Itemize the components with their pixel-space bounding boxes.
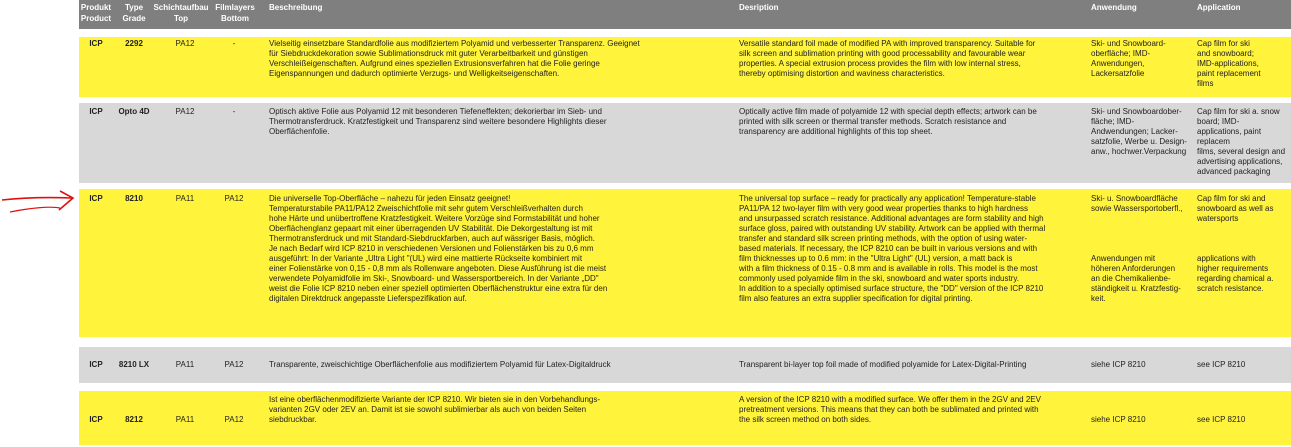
header-produkt: Produkt Product bbox=[80, 3, 112, 23]
cell-anwendung: Ski- und Snowboardober- fläche; IMD- Andwendungen; Lacker- satzfolie, Werbe u. Design- anw., hochwer.Verpackung bbox=[1091, 107, 1187, 156]
header-anwendung: Anwendung bbox=[1091, 3, 1137, 12]
cell-produkt: ICP bbox=[89, 415, 103, 424]
cell-bottom: PA12 bbox=[224, 360, 244, 369]
cell-beschreibung: Ist eine oberflächenmodifizierte Variante der ICP 8210. Wir bieten sie in den Vorbehandlungs- varianten 2GV oder 2EV an. Damit ist sie sowohl sublimierbar als auch von beiden Seiten siebdruckbar. bbox=[269, 395, 601, 424]
cell-produkt: ICP bbox=[89, 194, 103, 203]
product-table bbox=[79, 0, 1291, 445]
red-arrow-annotation bbox=[0, 186, 80, 216]
header-desription: Desription bbox=[739, 3, 779, 12]
cell-beschreibung: Optisch aktive Folie aus Polyamid 12 mit besonderen Tiefeneffekten; dekorierbar im Sieb- und Thermotransferdruck. Kratzfestigkeit und Transparenz sind weitere besondere Highlights dieser Oberflächenfolie. bbox=[269, 107, 607, 136]
table-row bbox=[79, 37, 1291, 97]
cell-produkt: ICP bbox=[89, 107, 103, 116]
cell-application: Cap film for ski a. snow board; IMD- applications, paint replacem films, several design and advertising applications, advanced packaging bbox=[1197, 107, 1286, 176]
cell-anwendung: Ski- u. Snowboardfläche sowie Wassersportoberfl., Anwendungen mit höheren Anforderungen an die Chemikalienbe- ständigkeit u. Kratzfestig- keit. bbox=[1091, 194, 1183, 303]
table-row bbox=[79, 189, 1291, 337]
cell-description: Optically active film made of polyamide 12 with special depth effects; artwork can be printed with silk screen or thermal transfer methods. Scratch resistance and transparency are additional highlights of this top sheet. bbox=[739, 107, 1037, 136]
header-type: Type Grade bbox=[122, 3, 146, 23]
cell-top: PA11 bbox=[175, 415, 195, 424]
cell-beschreibung: Die universelle Top-Oberfläche – nahezu für jeden Einsatz geeignet! Temperaturstabile PA11/PA12 Zweischichtfolie mit sehr gutem Verschleißverhalten durch hohe Härte und unübertroffene Kratzfestigkeit. Weitere Vorzüge sind Formstabilität und hoher Oberflächenglanz gepaart mit einer überragenden UV Stabilität. Die Dekorgestaltung ist mit Thermotransferdruck und mit Standard-Siebdruckfarben, auch auf wässriger Basis, möglich. Je nach Bedarf wird ICP 8210 in verschiedenen Versionen und Folienstärken bis zu 0,6 mm ausgeführt: In der Variante „Ultra Light "(UL) wird eine mattierte Rückseite kombiniert mit einer Folienstärke von 0,15 - 0,8 mm als Rollenware angeboten. Diese Ausführung ist die meist verwendete Polyamidfolie im Ski-, Snowboard- und Wassersportbereich. In der Variante „DD" weist die Folie ICP 8210 neben einer speziell optimierten Oberflächenstruktur eine extra für den digitalen Direktdruck angepasste Lieferspezifikation auf. bbox=[269, 194, 608, 303]
cell-anwendung: siehe ICP 8210 bbox=[1091, 415, 1146, 424]
cell-application: see ICP 8210 bbox=[1197, 360, 1246, 369]
cell-description: A version of the ICP 8210 with a modified surface. We offer them in the 2GV and 2EV pretreatment versions. This means that they can both be sublimated and printed with the silk screen method on both sides. bbox=[739, 395, 1041, 424]
cell-bottom: - bbox=[232, 107, 236, 116]
cell-description: Transparent bi-layer top foil made of modified polyamide for Latex-Digital-Printing bbox=[739, 360, 1027, 369]
cell-produkt: ICP bbox=[89, 39, 103, 48]
cell-produkt: ICP bbox=[89, 360, 103, 369]
cell-type: 2292 bbox=[125, 39, 143, 48]
header-schichtaufbau: Schichtaufbau Top bbox=[153, 3, 209, 23]
cell-bottom: - bbox=[232, 39, 236, 48]
cell-description: Versatile standard foil made of modified PA with improved transparency. Suitable for silk screen and sublimation printing with good processability and favourable wear properties. A special extrusion process provides the film with low internal stress, thereby optimising distortion and waviness characteristics. bbox=[739, 39, 1036, 78]
cell-top: PA12 bbox=[175, 39, 195, 48]
cell-beschreibung: Transparente, zweischichtige Oberflächenfolie aus modifiziertem Polyamid für Latex-Digitaldruck bbox=[269, 360, 611, 369]
cell-description: The universal top surface – ready for practically any application! Temperature-stable PA11/PA 12 two-layer film with very good wear properties thanks to high hardness and unsurpassed scratch resistance. Additional advantages are form stability and high surface gloss, paired with outstanding UV stability. Artwork can be applied with thermal transfer and standard silk screen printing methods, with the option of using water- based materials. If necessary, the ICP 8210 can be built in various versions and with film thicknesses up to 0.6 mm: in the "Ultra Light" (UL) version, a matt back is with a film thickness of 0.15 - 0.8 mm and is available in rolls. This model is the most commonly used polyamide film in the ski, snowboard and water sports industry. In addition to a specially optimised surface structure, the "DD" version of the ICP 8210 film also features an extra supplier specification for digital printing. bbox=[739, 194, 1046, 303]
cell-anwendung: Ski- und Snowboard- oberfläche; IMD- Anwendungen, Lackersatzfolie bbox=[1091, 39, 1166, 78]
cell-bottom: PA12 bbox=[224, 415, 244, 424]
cell-top: PA11 bbox=[175, 194, 195, 203]
header-application: Application bbox=[1197, 3, 1241, 12]
cell-type: 8210 bbox=[125, 194, 143, 203]
cell-beschreibung: Vielseitig einsetzbare Standardfolie aus modifiziertem Polyamid und verbesserter Transparenz. Geeignet für Siebdruckdekoration sowie Sublimationsdruck mit guter Verarbeitbarkeit und günstigen Verschleißeigenschaften. Aufgrund eines speziellen Extrusionsverfahren hat die Folie geringe Eigenspannungen und dadurch optimierte Verzugs- und Welligkeitseigenschaften. bbox=[269, 39, 640, 78]
cell-top: PA11 bbox=[175, 360, 195, 369]
table-row bbox=[79, 347, 1291, 383]
table-header bbox=[79, 0, 1291, 29]
cell-top: PA12 bbox=[175, 107, 195, 116]
cell-type: 8210 LX bbox=[118, 360, 150, 369]
header-beschreibung: Beschreibung bbox=[269, 3, 323, 12]
cell-application: Cap film for ski and snowboard as well as watersports applications with higher requirements regarding chamical a. scratch resistance. bbox=[1197, 194, 1274, 293]
cell-anwendung: siehe ICP 8210 bbox=[1091, 360, 1146, 369]
header-filmlayers: Filmlayers Bottom bbox=[215, 3, 255, 23]
cell-bottom: PA12 bbox=[224, 194, 244, 203]
cell-application: see ICP 8210 bbox=[1197, 415, 1246, 424]
cell-type: 8212 bbox=[125, 415, 143, 424]
table-row bbox=[79, 103, 1291, 183]
table-row bbox=[79, 391, 1291, 445]
cell-type: Opto 4D bbox=[118, 107, 150, 116]
cell-application: Cap film for ski and snowboard; IMD-applications, paint replacement films bbox=[1197, 39, 1261, 88]
